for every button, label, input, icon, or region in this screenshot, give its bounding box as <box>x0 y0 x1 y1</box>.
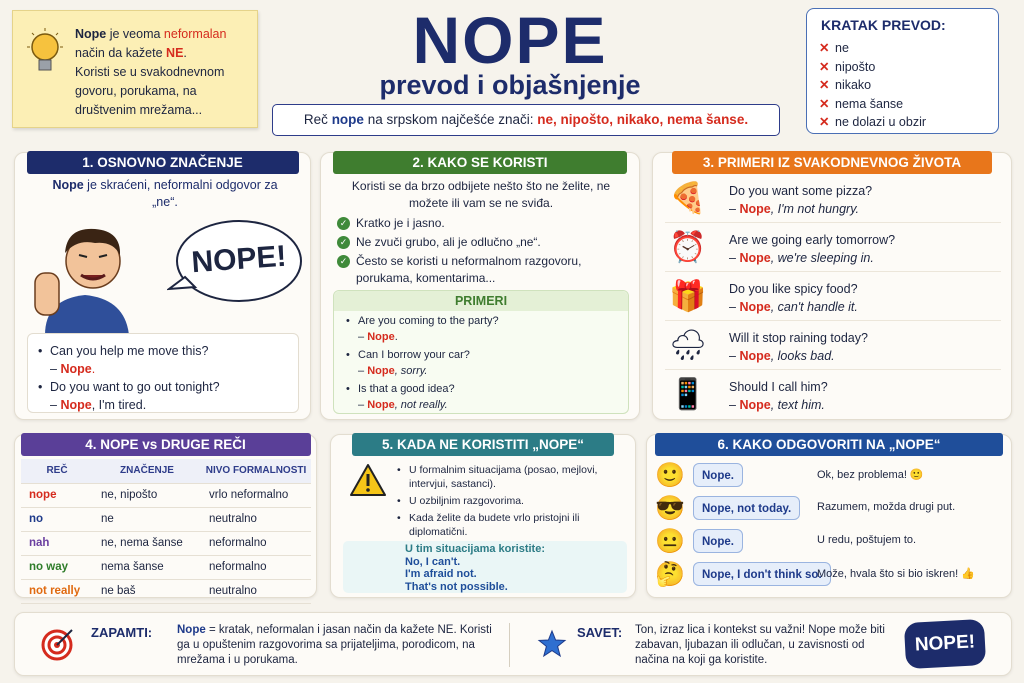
cell-level: neutralno <box>201 507 311 531</box>
light-bulb-icon <box>25 27 65 87</box>
intro-ne: NE <box>166 46 184 60</box>
example-question: Should I call him? <box>729 380 828 394</box>
example-answer-bold: Nope <box>739 251 771 265</box>
section-2-header: 2. KAKO SE KORISTI <box>333 151 627 174</box>
s5-alt-2: I'm afraid not. <box>405 568 477 580</box>
s5-item-3: • Kada želite da budete vrlo pristojni ili diplomatični. <box>397 511 629 539</box>
thinking-face-icon: 🤔 <box>655 561 685 588</box>
s5-alt-1: No, I can't. <box>405 555 461 568</box>
warning-icon <box>349 463 387 497</box>
intro-t4: Koristi se u svakodnevnom govoru, porukama, na društvenim mrežama... <box>75 65 225 117</box>
reply-bubble: Nope, I don't think so. <box>693 562 831 586</box>
nope-badge <box>904 619 986 669</box>
example-answer-rest: , can't handle it. <box>770 300 858 314</box>
section-kako-odgovoriti <box>646 434 1012 598</box>
s2-check-2: Ne zvuči grubo, ali je odlučno „ne“. <box>356 235 541 249</box>
example-row: ⏰ Are we going early tomorrow? – Nope, we're sleeping in. <box>665 226 1001 272</box>
pizza-icon: 🍕 <box>669 182 707 215</box>
intro-t1: je veoma <box>106 27 164 41</box>
col-nivo: NIVO FORMALNOSTI <box>201 459 311 483</box>
cell-level: neformalno <box>201 555 311 579</box>
s2-ex2-rest: , sorry. <box>394 364 428 377</box>
s1-ex1-rest: . <box>91 362 96 376</box>
s1-examples: • Can you help me move this? – Nope. • Do you want to go out tonight? – Nope, I'm tired. <box>27 333 299 413</box>
meaning-values: ne, nipošto, nikako, nema šanse. <box>537 112 749 127</box>
s5-alt-title: U tim situacijama koristite: <box>405 543 545 555</box>
example-question: Do you like spicy food? <box>729 282 858 296</box>
s2-examples-title: PRIMERI <box>334 291 628 311</box>
comparison-table <box>21 459 311 604</box>
cell-meaning: nema šanse <box>93 555 201 579</box>
example-row: 🍕 Do you want some pizza? – Nope, I'm not hungry. <box>665 177 1001 223</box>
check-icon: ✓ <box>337 255 350 268</box>
x-icon: ✕ <box>819 41 830 55</box>
example-question: Do you want some pizza? <box>729 184 873 198</box>
man-stop-hand-icon <box>25 209 145 335</box>
section-4-header: 4. NOPE vs DRUGE REČI <box>21 433 311 456</box>
example-answer-rest: , looks bad. <box>770 349 835 363</box>
table-row <box>21 579 311 603</box>
cell-meaning: ne, nipošto <box>93 483 201 507</box>
s1-ex2-q: Do you want to go out tonight? <box>50 380 220 394</box>
kratak-item <box>819 39 926 58</box>
cell-level: neutralno <box>201 579 311 603</box>
example-answer-bold: Nope <box>739 398 771 412</box>
s2-ex1-q: Are you coming to the party? <box>358 315 499 327</box>
section-1-header: 1. OSNOVNO ZNAČENJE <box>27 151 299 174</box>
x-icon: ✕ <box>819 78 830 92</box>
cell-word: nah <box>21 531 93 555</box>
section-kako-se-koristi <box>320 152 640 420</box>
bottom-bar <box>14 612 1012 676</box>
col-znacenje: ZNAČENJE <box>93 459 201 483</box>
kratak-title: KRATAK PREVOD: <box>821 17 946 33</box>
section-3-header: 3. PRIMERI IZ SVAKODNEVNOG ŽIVOTA <box>672 151 992 174</box>
zapamti-label: ZAPAMTI: <box>91 625 153 640</box>
star-icon <box>537 629 567 659</box>
s1-lead-bold: Nope <box>52 178 84 192</box>
s1-lead: je skraćeni, neformalni odgovor za „ne“. <box>83 178 278 209</box>
s5-item-1: • U formalnim situacijama (posao, mejlovi, intervjui, sastanci). <box>397 463 629 491</box>
intro-note <box>12 10 258 128</box>
zapamti-text: = kratak, neformalan i jasan način da kažete NE. Koristi ga u opuštenim razgovorima sa prijateljima, porodicom, na mrežama i u porukama. <box>177 624 492 666</box>
phone-icon: 📱 <box>669 378 707 411</box>
sunglasses-face-icon: 😎 <box>655 495 685 522</box>
section-5-header: 5. KADA NE KORISTITI „NOPE“ <box>352 433 614 456</box>
response-text: U redu, poštujem to. <box>817 534 917 546</box>
s2-ex2-q: Can I borrow your car? <box>358 349 470 361</box>
cell-word: no way <box>21 555 93 579</box>
example-answer-rest: , text him. <box>770 398 825 412</box>
example-row: 📱 Should I call him? – Nope, text him. <box>669 378 828 412</box>
x-icon: ✕ <box>819 96 830 111</box>
cell-meaning: ne <box>93 507 201 531</box>
nope-badge-text: NOPE! <box>914 631 976 656</box>
s2-lead: Koristi se da brzo odbijete nešto što ne želite, ne možete ili vam se ne sviđa. <box>351 179 611 210</box>
smile-face-icon: 🙂 <box>655 462 685 489</box>
cell-word: not really <box>21 579 93 603</box>
s2-ex3-q: Is that a good idea? <box>358 383 455 395</box>
table-row <box>21 555 311 579</box>
response-text: Može, hvala što si bio iskren! 👍 <box>817 568 975 580</box>
response-text: Razumem, možda drugi put. <box>817 501 956 513</box>
cell-word: nope <box>21 483 93 507</box>
s2-examples-box: PRIMERI • Are you coming to the party? – Nope. • Can I borrow your car? – Nope, sorry. • Is that a good idea? – Nope, not really. <box>333 290 629 414</box>
cell-level: neformalno <box>201 531 311 555</box>
page-title: NOPE <box>412 3 608 77</box>
section-primeri-svakodnevni <box>652 152 1012 420</box>
meaning-mid: na srpskom najčešće znači: <box>363 112 538 127</box>
example-answer-bold: Nope <box>739 300 771 314</box>
s2-check-1: Kratko je i jasno. <box>356 216 445 230</box>
cell-meaning: ne, nema šanse <box>93 531 201 555</box>
s2-ex3-a: Nope <box>367 398 395 411</box>
x-icon: ✕ <box>819 59 830 74</box>
intro-neformalan: neformalan <box>163 27 227 41</box>
cell-word: no <box>21 507 93 531</box>
s5-alt-3: That's not possible. <box>405 580 508 593</box>
table-row <box>21 531 311 555</box>
meaning-pre: Reč <box>303 112 332 127</box>
s5-item-2: • U ozbiljnim razgovorima. <box>397 494 629 508</box>
intro-t3: . <box>183 46 187 60</box>
kratak-item-label: nema šanse <box>835 96 904 111</box>
alarm-clock-icon: ⏰ <box>669 231 707 264</box>
example-answer-rest: , we're sleeping in. <box>770 251 874 265</box>
check-icon: ✓ <box>337 217 350 230</box>
page-subtitle: prevod i objašnjenje <box>379 70 641 100</box>
meaning-bar <box>272 104 780 136</box>
reply-bubble: Nope, not today. <box>693 496 800 520</box>
example-row: 🌧 Will it stop raining today? – Nope, looks bad. <box>665 324 1001 370</box>
section-osnovno-znacenje <box>14 152 311 420</box>
kratak-item-label: nipošto <box>835 59 876 74</box>
savet-text: Ton, izraz lica i kontekst su važni! Nope može biti zabavan, ljubazan ili odlučan, u zavisnosti od načina na koji ga koristite. <box>635 624 885 666</box>
check-icon: ✓ <box>337 236 350 249</box>
section-6-header: 6. KAKO ODGOVORITI NA „NOPE“ <box>655 433 1003 456</box>
intro-nope: Nope <box>75 27 107 41</box>
cell-meaning: ne baš <box>93 579 201 603</box>
col-rec: REČ <box>21 459 93 483</box>
gift-icon: 🎁 <box>669 280 707 313</box>
section-kada-ne-koristiti <box>330 434 636 598</box>
example-answer-bold: Nope <box>739 349 771 363</box>
rain-cloud-icon: 🌧 <box>669 329 708 362</box>
kratak-item-label: ne dolazi u obzir <box>835 115 927 129</box>
kratak-item-label: nikako <box>835 78 872 92</box>
x-icon: ✕ <box>819 115 830 129</box>
speech-nope: NOPE! <box>190 239 288 280</box>
s2-ex2-a: Nope <box>367 364 395 377</box>
reply-bubble: Nope. <box>693 463 743 487</box>
neutral-face-icon: 😐 <box>655 528 685 555</box>
kratak-item <box>819 113 926 132</box>
s2-ex1-a: Nope <box>367 330 395 343</box>
table-row <box>21 507 311 531</box>
zapamti-bold: Nope <box>177 624 206 636</box>
kratak-item <box>819 95 926 114</box>
kratak-item <box>819 58 926 77</box>
example-answer-bold: Nope <box>739 202 771 216</box>
s1-ex2-rest: , I'm tired. <box>91 398 147 412</box>
kratak-prevod-box <box>806 8 999 134</box>
s2-check-3: Često se koristi u neformalnom razgovoru, porukama, komentarima... <box>356 254 582 285</box>
divider <box>509 623 510 667</box>
kratak-item-label: ne <box>835 41 849 55</box>
table-row <box>21 483 311 507</box>
s1-ex1-q: Can you help me move this? <box>50 344 209 358</box>
section-nope-vs-druge <box>14 434 317 598</box>
s1-ex1-a: Nope <box>60 362 92 376</box>
example-row: 🎁 Do you like spicy food? – Nope, can't handle it. <box>665 275 1001 321</box>
s2-ex1-rest: . <box>394 330 398 343</box>
kratak-item <box>819 76 926 95</box>
target-icon <box>41 627 75 661</box>
meaning-word: nope <box>331 112 364 127</box>
example-question: Are we going early tomorrow? <box>729 233 896 247</box>
response-text: Ok, bez problema! 🙂 <box>817 469 924 481</box>
reply-bubble: Nope. <box>693 529 743 553</box>
cell-level: vrlo neformalno <box>201 483 311 507</box>
example-question: Will it stop raining today? <box>729 331 868 345</box>
s2-ex3-rest: , not really. <box>394 398 448 411</box>
s1-ex2-a: Nope <box>60 398 92 412</box>
s5-alternatives <box>343 541 627 593</box>
savet-label: SAVET: <box>577 625 623 640</box>
intro-t2: način da kažete <box>75 46 167 60</box>
example-answer-rest: , I'm not hungry. <box>770 202 859 216</box>
